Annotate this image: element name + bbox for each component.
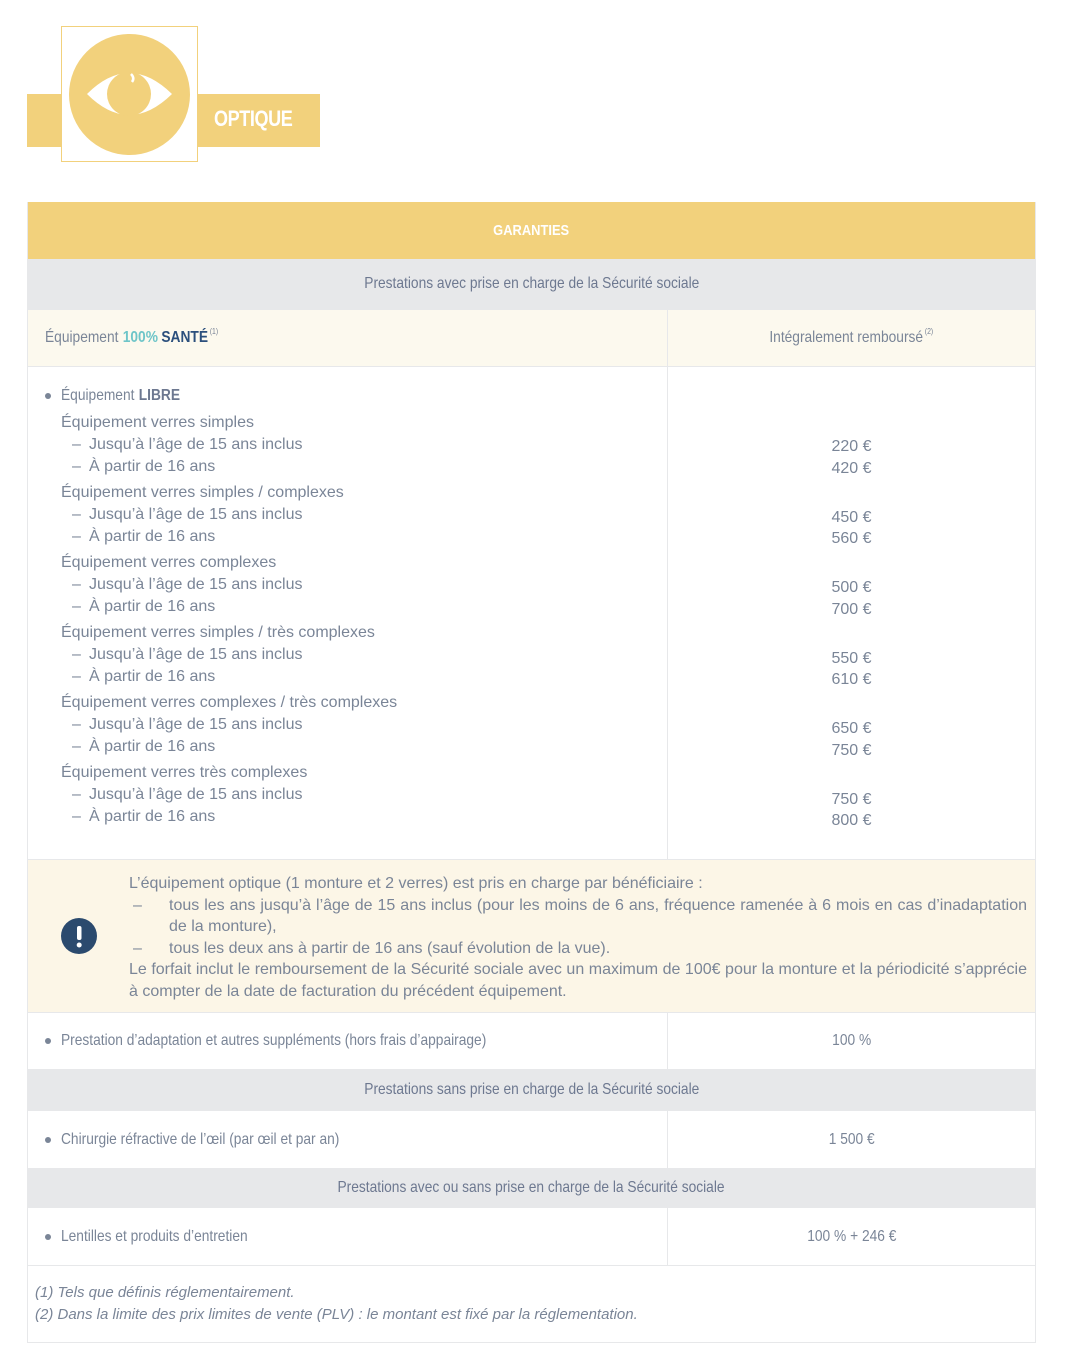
libre-sub-item xyxy=(61,504,667,526)
libre-group xyxy=(61,552,667,617)
libre-sub-item xyxy=(61,526,667,548)
dash: – xyxy=(72,436,81,453)
dash: – xyxy=(72,737,81,755)
footnote: (2) Dans la limite des prix limites de vente (PLV) : le montant est fixé par la réglementation. xyxy=(35,1306,638,1323)
libre-sub-label: Jusqu’à l’âge de 15 ans inclus xyxy=(89,576,303,593)
libre-group-title: Équipement verres simples / très complexes xyxy=(61,624,375,641)
logo-circle xyxy=(69,34,190,155)
libre-values xyxy=(668,367,1035,859)
table-header-label: GARANTIES xyxy=(493,222,570,239)
libre-labels xyxy=(28,367,668,859)
libre-sub-item xyxy=(61,456,667,478)
footnote-ref: (1) xyxy=(209,327,219,336)
footnote: (1) Tels que définis réglementairement. xyxy=(35,1284,295,1301)
table-row: Chirurgie réfractive de l’œil (par œil et par an) 1 500 € xyxy=(28,1111,1035,1168)
dash: – xyxy=(72,646,81,663)
dash: – xyxy=(72,786,81,803)
100-pct-badge: 100% xyxy=(122,329,158,346)
bullet-icon xyxy=(45,393,51,399)
libre-value: 650 € xyxy=(831,720,872,737)
libre-sub-item xyxy=(61,596,667,618)
section-header: Prestations sans prise en charge de la Sécurité sociale xyxy=(28,1069,1035,1111)
libre-group-title: Équipement verres simples xyxy=(61,414,254,431)
bullet-icon xyxy=(45,1137,51,1143)
libre-group xyxy=(61,692,667,757)
libre-group xyxy=(61,412,667,477)
libre-sub-label: Jusqu’à l’âge de 15 ans inclus xyxy=(89,506,303,523)
libre-value: 420 € xyxy=(831,459,872,477)
libre-sub-item xyxy=(61,574,667,596)
footnote-ref: (2) xyxy=(925,327,934,336)
guarantees-table xyxy=(27,202,1036,1343)
dash: – xyxy=(72,506,81,523)
notice-text: L’équipement optique (1 monture et 2 verres) est pris en charge par bénéficiaire : – tous les ans jusqu’à l’âge de 15 ans inclus (pour les moins de 6 ans, fréquence ramenée à 6 mois en cas d’inadaptation de la monture), – tous les deux ans à partir de 16 ans (sauf évolution de la vue). Le forfait inclut le remboursement de la Sécurité sociale avec un maximum de 100€ pour la monture et la périodicité s’apprécie à compter de la date de facturation du précédent équipement. xyxy=(129,875,1027,1000)
libre-value: 450 € xyxy=(831,508,872,526)
libre-group xyxy=(61,762,667,827)
table-header xyxy=(28,202,1035,259)
libre-sub-label: Jusqu’à l’âge de 15 ans inclus xyxy=(89,786,303,803)
dash: – xyxy=(72,807,81,825)
libre-group xyxy=(61,622,667,687)
table-row: Prestation d’adaptation et autres suppléments (hors frais d’appairage) 100 % xyxy=(28,1012,1035,1069)
libre-value: 220 € xyxy=(831,438,872,455)
libre-value-group xyxy=(668,436,1035,479)
libre-sub-label: Jusqu’à l’âge de 15 ans inclus xyxy=(89,646,303,663)
dash: – xyxy=(72,527,81,545)
table-row: Lentilles et produits d’entretien 100 % + 246 € xyxy=(28,1208,1035,1265)
libre-value: 800 € xyxy=(831,812,872,829)
row-value: Intégralement remboursé $^{(2)}$ xyxy=(769,327,934,346)
bullet-icon xyxy=(45,1234,51,1240)
libre-value-group xyxy=(668,648,1035,691)
libre-title: Équipement LIBRE xyxy=(45,385,667,407)
libre-sub-label: Jusqu’à l’âge de 15 ans inclus xyxy=(89,436,303,453)
libre-value: 750 € xyxy=(831,741,872,759)
table-row-libre xyxy=(28,366,1035,859)
libre-value: 500 € xyxy=(831,579,872,596)
libre-sub-item xyxy=(61,806,667,828)
libre-value-group xyxy=(668,789,1035,832)
footnotes xyxy=(28,1265,1035,1342)
libre-sub-label: À partir de 16 ans xyxy=(89,667,216,685)
logo-box xyxy=(61,26,198,162)
libre-value: 750 € xyxy=(831,790,872,808)
eye-icon xyxy=(69,34,190,155)
libre-group-title: Équipement verres complexes / très complexes xyxy=(61,694,398,711)
libre-value: 560 € xyxy=(831,530,872,547)
exclamation-icon xyxy=(61,918,97,954)
libre-sub-item xyxy=(61,644,667,666)
sante-badge: SANTÉ xyxy=(161,329,209,346)
libre-value: 610 € xyxy=(831,671,872,688)
row-label: Équipement 100% SANTÉ $^{(1)}$ xyxy=(28,310,668,366)
libre-value-group xyxy=(668,507,1035,550)
libre-value: 700 € xyxy=(831,600,872,618)
section-header: Prestations avec ou sans prise en charge de la Sécurité sociale xyxy=(28,1168,1035,1208)
libre-sub-item xyxy=(61,434,667,456)
libre-group xyxy=(61,482,667,547)
dash: – xyxy=(72,667,81,685)
libre-sub-item xyxy=(61,784,667,806)
section-header: Prestations avec prise en charge de la Sécurité sociale xyxy=(28,259,1035,309)
table-row-100-sante xyxy=(28,309,1035,366)
libre-sub-label: À partir de 16 ans xyxy=(89,737,216,755)
notice-box xyxy=(28,859,1035,1012)
libre-value: 550 € xyxy=(831,649,872,667)
libre-sub-label: À partir de 16 ans xyxy=(89,527,216,545)
notice-item: – tous les deux ans à partir de 16 ans (sauf évolution de la vue). xyxy=(133,939,611,957)
libre-sub-label: Jusqu’à l’âge de 15 ans inclus xyxy=(89,716,303,733)
libre-group-title: Équipement verres complexes xyxy=(61,554,277,571)
notice-item: – tous les ans jusqu’à l’âge de 15 ans inclus (pour les moins de 6 ans, fréquence ramenée à 6 mois en cas d’inadaptation de la monture), xyxy=(133,896,1027,935)
dash: – xyxy=(72,597,81,615)
libre-sub-label: À partir de 16 ans xyxy=(89,807,216,825)
libre-value-group xyxy=(668,718,1035,761)
libre-group-title: Équipement verres très complexes xyxy=(61,764,308,781)
libre-sub-label: À partir de 16 ans xyxy=(89,597,216,615)
dash: – xyxy=(72,576,81,593)
page-title: OPTIQUE xyxy=(214,106,293,131)
libre-sub-item xyxy=(61,714,667,736)
libre-group-title: Équipement verres simples / complexes xyxy=(61,484,344,501)
libre-sub-label: À partir de 16 ans xyxy=(89,457,216,475)
bullet-icon xyxy=(45,1038,51,1044)
dash: – xyxy=(72,457,81,475)
libre-sub-item xyxy=(61,666,667,688)
libre-sub-item xyxy=(61,736,667,758)
dash: – xyxy=(72,716,81,733)
libre-value-group xyxy=(668,577,1035,620)
